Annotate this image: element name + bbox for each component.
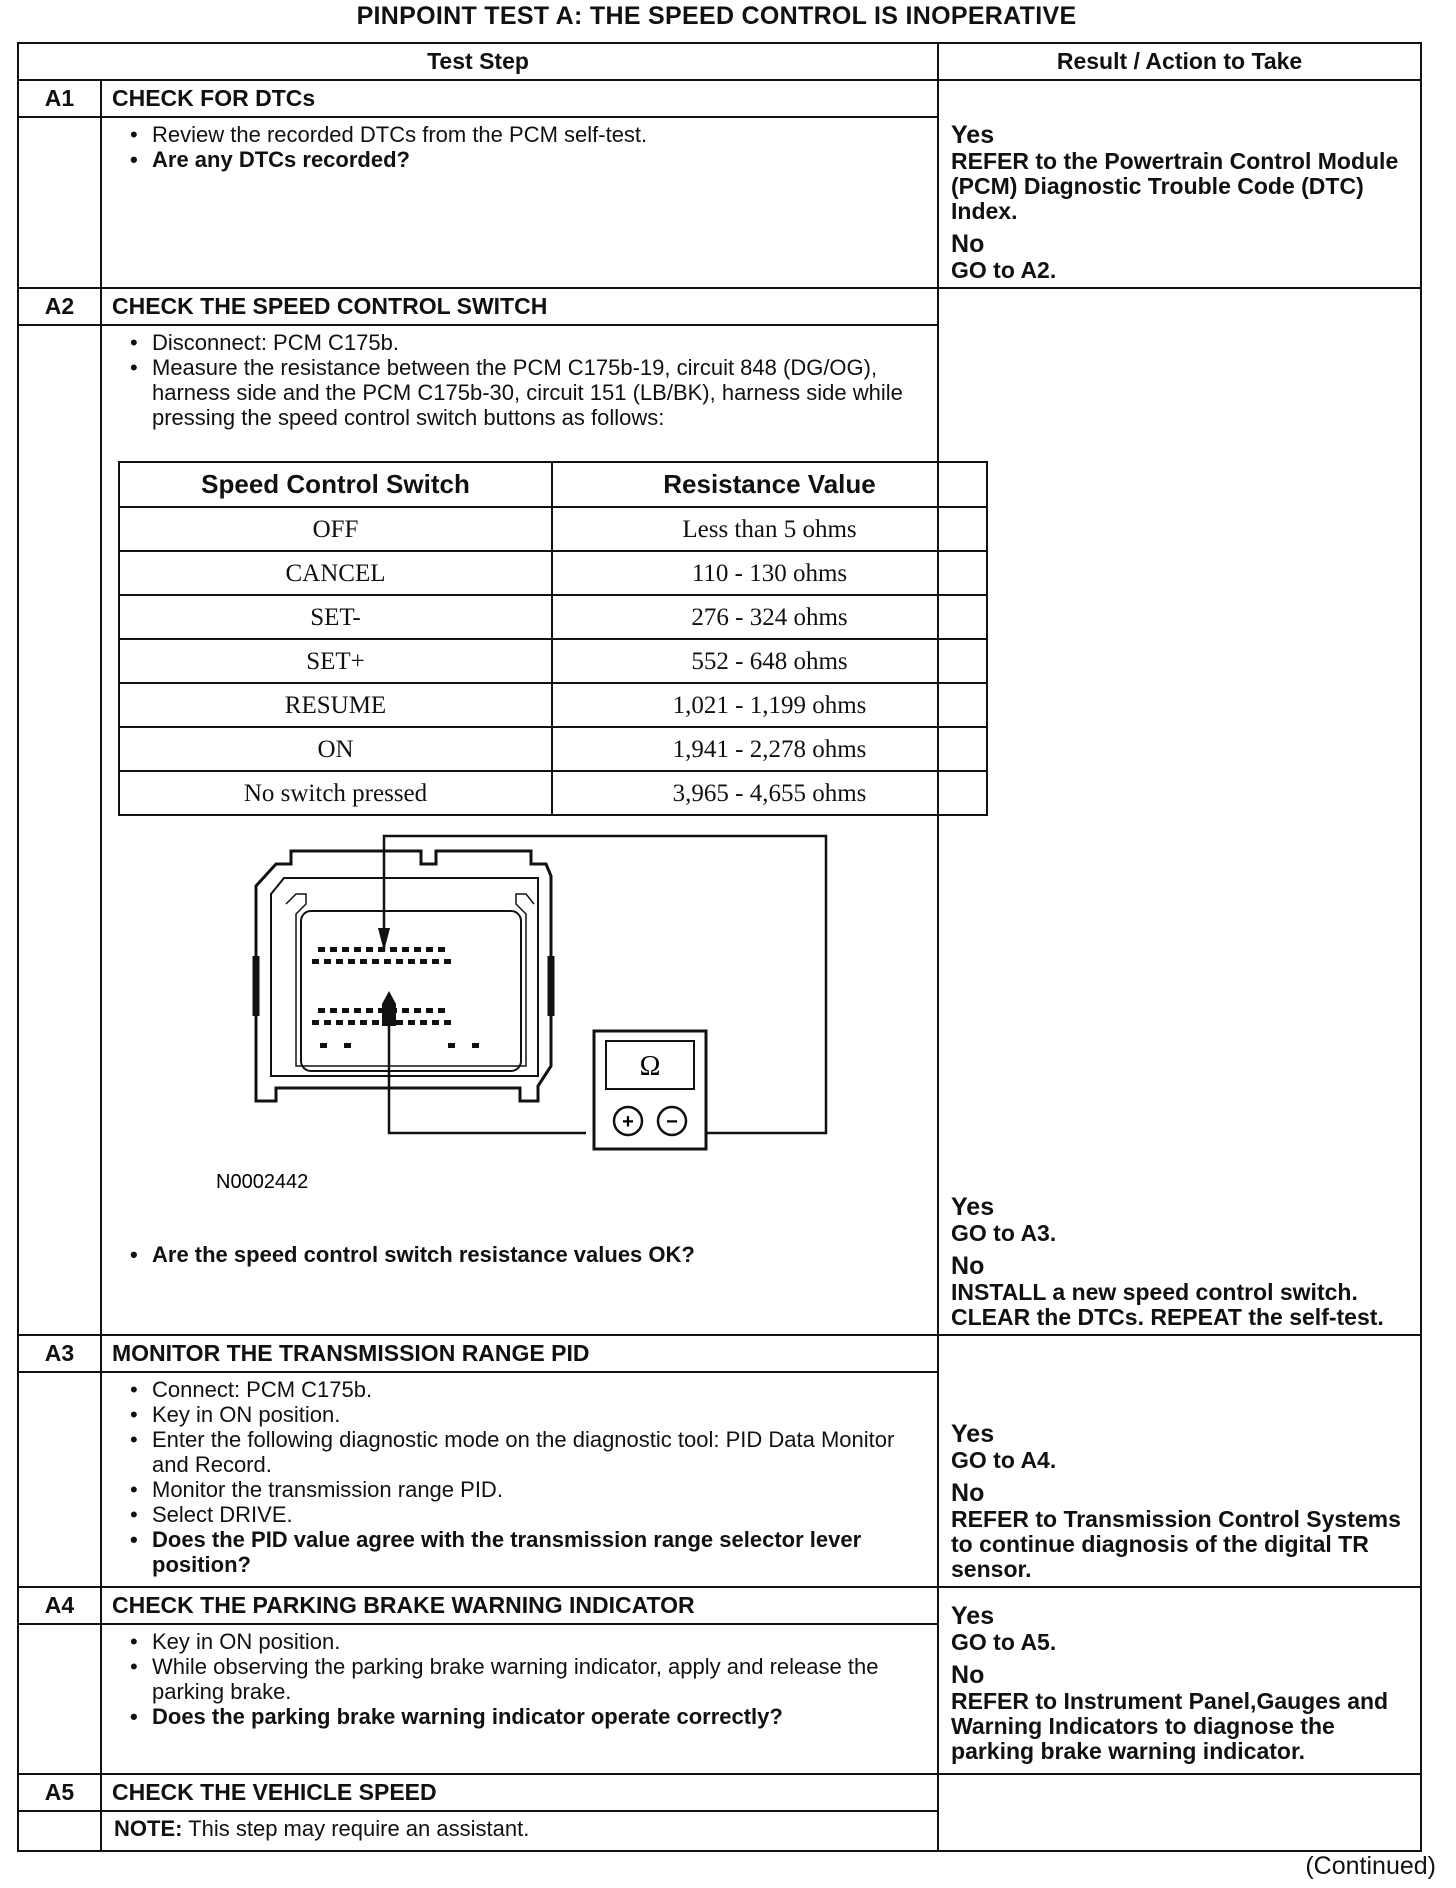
- pin-cavity: [342, 947, 349, 952]
- pin-cavity: [390, 947, 397, 952]
- step-bullet: • Measure the resistance between the PCM C175b-19, circuit 848 (DG/OG), harness side and the PCM C175b-30, circuit 151 (LB/BK), harness side while pressing the speed control switch buttons as follows:: [114, 355, 929, 430]
- table-row: SET+ 552 - 648 ohms: [119, 639, 987, 683]
- pin-cavity: [366, 1008, 373, 1013]
- pin-cavity: [402, 1008, 409, 1013]
- yes-label: Yes: [951, 1420, 995, 1448]
- pin-cavity: [438, 947, 445, 952]
- no-action: INSTALL a new speed control switch. CLEAR the DTCs. REPEAT the self-test.: [951, 1279, 1384, 1330]
- pin-cavity: [360, 959, 367, 964]
- pinpoint-test-table: [17, 42, 1422, 1852]
- step-title: CHECK THE VEHICLE SPEED: [101, 1774, 938, 1811]
- pin-cavity: [330, 1008, 337, 1013]
- step-id: A2: [18, 288, 101, 325]
- pin-cavity: [384, 959, 391, 964]
- step-question: • Are the speed control switch resistance values OK?: [114, 1242, 929, 1267]
- pin-cavity: [342, 1008, 349, 1013]
- column-header-resistance: Resistance Value: [552, 462, 987, 507]
- pin-cavity: [354, 947, 361, 952]
- step-bullet: • Key in ON position.: [114, 1629, 929, 1654]
- pin-cavity: [324, 1020, 331, 1025]
- pin-cavity: [336, 959, 343, 964]
- pin-cavity: [408, 959, 415, 964]
- no-label: No: [951, 230, 985, 258]
- continued-label: (Continued): [1305, 1852, 1436, 1880]
- yes-action: GO to A5.: [951, 1628, 1057, 1655]
- column-header-switch: Speed Control Switch: [119, 462, 552, 507]
- pin-cavity: [420, 959, 427, 964]
- connector-diagram: [106, 816, 936, 1246]
- step-content: [101, 325, 938, 1335]
- pin-cavity: [426, 1008, 433, 1013]
- step-title: CHECK THE PARKING BRAKE WARNING INDICATOR: [101, 1587, 938, 1624]
- pin-cavity: [312, 959, 319, 964]
- pin-cavity: [348, 1020, 355, 1025]
- step-title: CHECK THE SPEED CONTROL SWITCH: [101, 288, 938, 325]
- no-action: REFER to Instrument Panel,Gauges and Warning Indicators to diagnose the parking brake warning indicator.: [951, 1687, 1389, 1764]
- step-bullet: • Monitor the transmission range PID.: [114, 1477, 929, 1502]
- step-result: [938, 1335, 1421, 1587]
- result-header: Result / Action to Take: [938, 43, 1421, 80]
- yes-action: REFER to the Powertrain Control Module (PCM) Diagnostic Trouble Code (DTC) Index.: [951, 148, 1399, 224]
- step-id: A5: [18, 1774, 101, 1811]
- step-question: • Are any DTCs recorded?: [114, 147, 929, 172]
- step-content: [101, 1372, 938, 1587]
- step-note: NOTE: This step may require an assistant.: [101, 1811, 938, 1851]
- table-row: ON 1,941 - 2,278 ohms: [119, 727, 987, 771]
- step-question: • Does the PID value agree with the transmission range selector lever position?: [114, 1527, 929, 1577]
- pin-cavity: [426, 947, 433, 952]
- yes-label: Yes: [951, 1601, 995, 1630]
- pin-cavity: [360, 1020, 367, 1025]
- yes-action: GO to A3.: [951, 1220, 1057, 1246]
- pin-cavity: [336, 1020, 343, 1025]
- ohm-symbol: Ω: [639, 1051, 661, 1082]
- step-id: A1: [18, 80, 101, 117]
- pin-cavity: [344, 1043, 351, 1048]
- step-content: [101, 117, 938, 288]
- step-title: CHECK FOR DTCs: [101, 80, 938, 117]
- step-bullet: • While observing the parking brake warning indicator, apply and release the parking brake.: [114, 1654, 929, 1704]
- svg-text:−: −: [666, 1111, 678, 1133]
- pin-row-top: [312, 947, 451, 964]
- probe-tip-positive: [382, 991, 396, 1026]
- pin-cavity: [396, 1020, 403, 1025]
- pin-cavity: [448, 1043, 455, 1048]
- step-id: A4: [18, 1587, 101, 1624]
- pin-cavity: [318, 947, 325, 952]
- no-label: No: [951, 1252, 985, 1280]
- pin-cavity: [432, 1020, 439, 1025]
- table-row: SET- 276 - 324 ohms: [119, 595, 987, 639]
- step-result: [938, 80, 1421, 288]
- step-result: [938, 1774, 1421, 1851]
- pin-cavity: [396, 959, 403, 964]
- pin-cavity: [402, 947, 409, 952]
- table-row: RESUME 1,021 - 1,199 ohms: [119, 683, 987, 727]
- pin-cavity: [348, 959, 355, 964]
- test-step-header: Test Step: [18, 43, 938, 80]
- step-title: MONITOR THE TRANSMISSION RANGE PID: [101, 1335, 938, 1372]
- pin-cavity: [312, 1020, 319, 1025]
- yes-label: Yes: [951, 121, 995, 149]
- step-bullet: • Key in ON position.: [114, 1402, 929, 1427]
- no-label: No: [951, 1479, 985, 1507]
- pin-cavity: [420, 1020, 427, 1025]
- pin-cavity: [432, 959, 439, 964]
- step-question: • Does the parking brake warning indicator operate correctly?: [114, 1704, 929, 1729]
- step-bullet: • Enter the following diagnostic mode on the diagnostic tool: PID Data Monitor and Record.: [114, 1427, 929, 1477]
- no-action: REFER to Transmission Control Systems to continue diagnosis of the digital TR sensor.: [951, 1506, 1401, 1582]
- table-row: No switch pressed 3,965 - 4,655 ohms: [119, 771, 987, 815]
- yes-action: GO to A4.: [951, 1447, 1057, 1473]
- pin-cavity: [318, 1008, 325, 1013]
- pin-cavity: [438, 1008, 445, 1013]
- step-bullet: • Disconnect: PCM C175b.: [114, 330, 929, 355]
- pin-cavity: [366, 947, 373, 952]
- pin-cavity: [414, 947, 421, 952]
- step-bullet: • Connect: PCM C175b.: [114, 1377, 929, 1402]
- svg-text:+: +: [622, 1111, 634, 1133]
- no-label: No: [951, 1660, 985, 1689]
- pin-cavity: [408, 1020, 415, 1025]
- pin-cavity: [324, 959, 331, 964]
- table-row: CANCEL 110 - 130 ohms: [119, 551, 987, 595]
- yes-label: Yes: [951, 1193, 995, 1221]
- page-title: PINPOINT TEST A: THE SPEED CONTROL IS INOPERATIVE: [356, 2, 1077, 30]
- step-result: [938, 288, 1421, 1335]
- step-result: [938, 1587, 1421, 1774]
- pin-cavity: [372, 1020, 379, 1025]
- pin-cavity: [444, 1020, 451, 1025]
- pin-cavity: [444, 959, 451, 964]
- pin-cavity: [354, 1008, 361, 1013]
- table-row: OFF Less than 5 ohms: [119, 507, 987, 551]
- connector-inner: [271, 878, 538, 1076]
- step-content: [101, 1624, 938, 1774]
- step-bullet: • Review the recorded DTCs from the PCM self-test.: [114, 122, 929, 147]
- step-bullet: • Select DRIVE.: [114, 1502, 929, 1527]
- figure-id: N0002442: [216, 1171, 309, 1193]
- pin-cavity: [472, 1043, 479, 1048]
- pin-cavity: [320, 1043, 327, 1048]
- resistance-table: [118, 461, 988, 816]
- no-action: GO to A2.: [951, 257, 1057, 283]
- pin-cavity: [372, 959, 379, 964]
- probe-wire-positive: [389, 1026, 586, 1133]
- step-id: A3: [18, 1335, 101, 1372]
- pin-cavity: [330, 947, 337, 952]
- pin-cavity: [414, 1008, 421, 1013]
